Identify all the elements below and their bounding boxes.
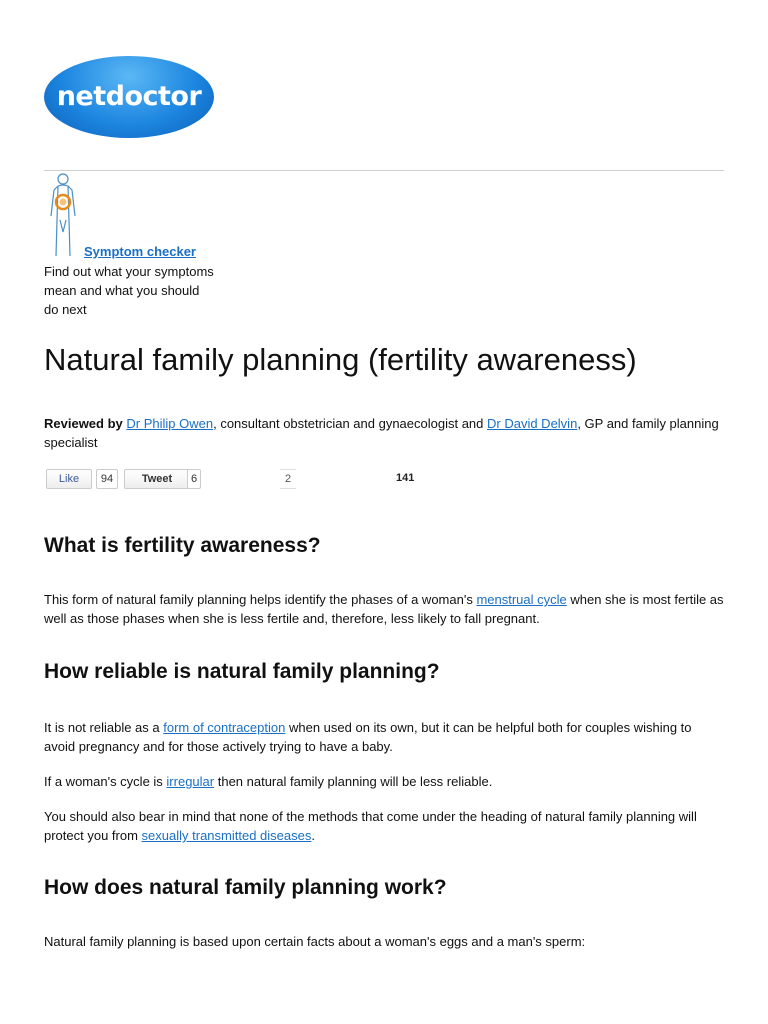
section-heading-what-is: What is fertility awareness?	[44, 534, 321, 557]
reviewer-link-philip-owen[interactable]: Dr Philip Owen	[126, 416, 214, 431]
reviewed-by-label: Reviewed by	[44, 416, 123, 431]
tweet-count: 6	[187, 469, 201, 489]
paragraph-text: then natural family planning will be less reliable.	[214, 774, 493, 789]
header-divider	[44, 170, 724, 171]
plus-one-count[interactable]: 2	[280, 469, 296, 489]
reviewer-role-2: , GP and family planning specialist	[44, 416, 719, 450]
paragraph-text: It is not reliable as a	[44, 720, 164, 735]
paragraph-text: You should also bear in mind that none of the methods that come under the heading of natural family planning will protect you from	[44, 809, 697, 843]
reviewed-by-line	[44, 414, 724, 452]
section-heading-how-reliable: How reliable is natural family planning?	[44, 660, 440, 683]
paragraph-fertility-awareness	[44, 590, 724, 628]
section-heading-how-does-it-work: How does natural family planning work?	[44, 876, 447, 899]
facebook-like-button[interactable]: Like	[46, 469, 92, 489]
paragraph-reliability	[44, 718, 724, 756]
paragraph-irregular-cycle	[44, 772, 724, 791]
symptom-checker-link[interactable]: Symptom checker	[84, 244, 196, 259]
sexually-transmitted-diseases-link[interactable]: sexually transmitted diseases	[141, 828, 312, 843]
reviewer-role-1: , consultant obstetrician and gynaecologist and	[213, 416, 487, 431]
menstrual-cycle-link[interactable]: menstrual cycle	[476, 592, 567, 607]
paragraph-text: .	[311, 828, 315, 843]
share-count: 141	[396, 472, 415, 484]
symptom-checker-description: Find out what your symptoms mean and what you should do next	[44, 264, 214, 317]
paragraph-text: This form of natural family planning helps identify the phases of a woman's	[44, 592, 477, 607]
form-of-contraception-link[interactable]: form of contraception	[163, 720, 286, 735]
like-count: 94	[96, 469, 118, 489]
reviewer-link-david-delvin[interactable]: Dr David Delvin	[487, 416, 578, 431]
paragraph-text: when used on its own, but it can be helpful both for couples wishing to avoid pregnancy and for those actively trying to have a baby.	[44, 720, 692, 754]
page-title: Natural family planning (fertility awareness)	[44, 342, 637, 377]
paragraph-sti-warning	[44, 807, 724, 845]
tweet-button[interactable]: Tweet	[124, 469, 190, 489]
paragraph-text: when she is most fertile as well as those phases when she is less fertile and, therefore, less likely to fall pregnant.	[44, 592, 724, 626]
social-share-bar	[46, 469, 446, 489]
paragraph-how-it-works: Natural family planning is based upon certain facts about a woman's eggs and a man's sperm:	[44, 934, 586, 949]
logo-text: netdoctor	[56, 80, 202, 112]
body-figure-icon[interactable]	[44, 172, 82, 258]
irregular-link[interactable]: irregular	[166, 774, 215, 789]
netdoctor-logo[interactable]	[44, 56, 214, 138]
paragraph-text: If a woman's cycle is	[44, 774, 167, 789]
